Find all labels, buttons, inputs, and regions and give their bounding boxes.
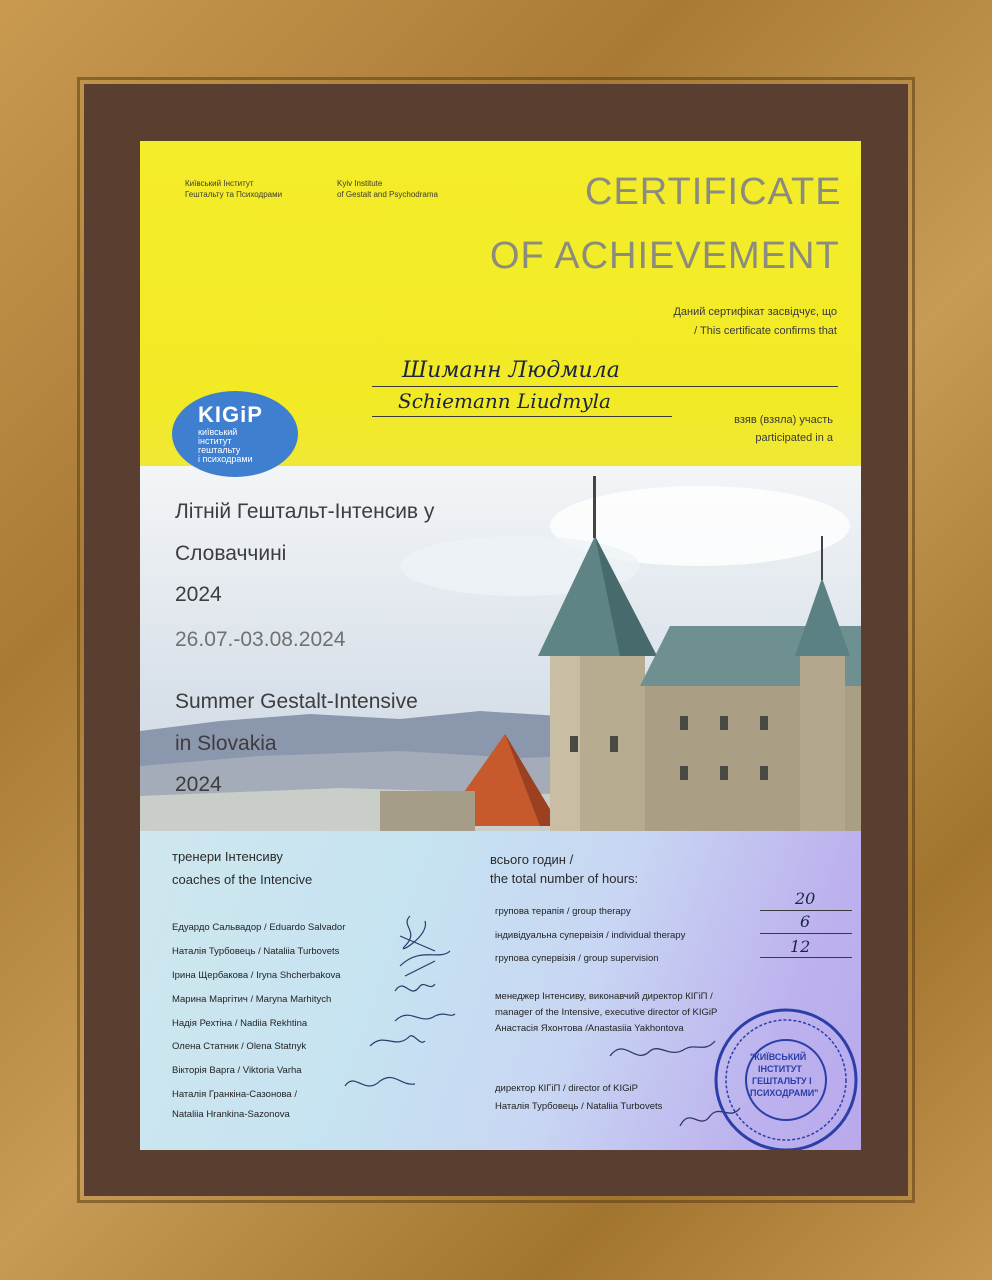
- hours-row-value-1: 20: [795, 889, 816, 908]
- stamp-text-2: ІНСТИТУТ: [758, 1064, 802, 1074]
- event-title-ua-line2: Словаччині: [175, 542, 287, 565]
- logo-line-4: і психодрами: [198, 454, 253, 464]
- event-title-en-line2: in Slovakia: [175, 732, 277, 755]
- director-line-1: директор КІГіП / director of KIGiP: [495, 1083, 638, 1094]
- recipient-name-underline-2: [372, 416, 672, 417]
- logo-line-2: інститут: [198, 436, 232, 446]
- hours-row-line-1: [760, 910, 852, 911]
- institute-name-ua-line2: Гештальту та Психодрами: [185, 190, 283, 199]
- recipient-name-underline: [372, 386, 838, 387]
- manager-line-2: manager of the Intensive, executive director of KIGiP: [495, 1007, 718, 1018]
- hours-row-label-1: групова терапія / group therapy: [495, 906, 631, 917]
- stamp-text-3: ГЕШТАЛЬТУ І: [752, 1076, 812, 1086]
- coach-6: Олена Статник / Olena Statnyk: [172, 1041, 307, 1052]
- coach-8: Наталія Гранкіна-Сазонова /: [172, 1089, 297, 1100]
- recipient-name-en: Schiemann Liudmyla: [398, 389, 611, 413]
- institute-name-ua-line1: Київський Інститут: [185, 179, 254, 188]
- coaches-heading-en: coaches of the Intencive: [172, 872, 313, 887]
- coach-3: Ірина Щербакова / Iryna Shcherbakova: [172, 970, 341, 981]
- coach-1: Едуардо Сальвадор / Eduardo Salvador: [172, 922, 346, 933]
- logo-line-1: київський: [198, 427, 238, 437]
- manager-name: Анастасія Яхонтова /Anastasiia Yakhontova: [495, 1023, 684, 1034]
- coach-7: Вікторія Варга / Viktoria Varha: [172, 1065, 302, 1076]
- hours-row-line-3: [760, 957, 852, 958]
- logo-line-3: гештальту: [198, 445, 241, 455]
- hours-row-value-2: 6: [800, 912, 811, 931]
- institute-name-en-line1: Kyiv Institute: [337, 179, 383, 188]
- event-title-ua-year: 2024: [175, 583, 222, 606]
- logo-brand-text: KIGiP: [198, 402, 263, 427]
- kigip-logo: [172, 391, 298, 477]
- certificate-title-line1: CERTIFICATE: [585, 171, 842, 213]
- hours-row-line-2: [760, 933, 852, 934]
- confirms-text-ua: Даний сертифікат засвідчує, що: [673, 306, 837, 318]
- coach-9: Nataliia Hrankina-Sazonova: [172, 1109, 290, 1120]
- manager-signature: [600, 1031, 720, 1071]
- certificate: [140, 141, 861, 1150]
- institute-stamp: [712, 1006, 860, 1150]
- coach-2: Наталія Турбовець / Nataliia Turbovets: [172, 946, 340, 957]
- coach-4: Марина Маргітич / Maryna Marhitych: [172, 994, 332, 1005]
- event-title-en-year: 2024: [175, 773, 222, 796]
- manager-line-1: менеджер Інтенсиву, виконавчий директор КІГіП /: [495, 991, 713, 1002]
- director-name: Наталія Турбовець / Nataliia Turbovets: [495, 1101, 663, 1112]
- coaches-heading-ua: тренери Інтенсиву: [172, 849, 283, 864]
- hours-heading-en: the total number of hours:: [490, 871, 639, 886]
- event-title-ua-line1: Літній Гештальт-Інтенсив у: [175, 500, 435, 523]
- participated-text-ua: взяв (взяла) участь: [734, 414, 833, 426]
- recipient-name-ua: Шиманн Людмила: [402, 358, 620, 383]
- certificate-title-line2: OF ACHIEVEMENT: [490, 235, 840, 277]
- institute-name-en-line2: of Gestalt and Psychodrama: [337, 190, 438, 199]
- coaches-signatures: [340, 906, 470, 1116]
- hours-row-label-2: індивідуальна супервізія / individual therapy: [495, 930, 686, 941]
- stamp-text-4: ПСИХОДРАМИ": [750, 1088, 819, 1098]
- hours-row-label-3: групова супервізія / group supervision: [495, 953, 659, 964]
- stamp-text-1: "КИЇВСЬКИЙ: [750, 1052, 807, 1062]
- participated-text-en: participated in a: [755, 432, 833, 444]
- event-dates: 26.07.-03.08.2024: [175, 628, 346, 651]
- hours-heading-ua: всього годин /: [490, 852, 574, 867]
- event-title-en-line1: Summer Gestalt-Intensive: [175, 690, 418, 713]
- hours-row-value-3: 12: [790, 937, 811, 956]
- coach-5: Надія Рехтіна / Nadiia Rekhtina: [172, 1018, 308, 1029]
- confirms-text-en: / This certificate confirms that: [694, 325, 837, 337]
